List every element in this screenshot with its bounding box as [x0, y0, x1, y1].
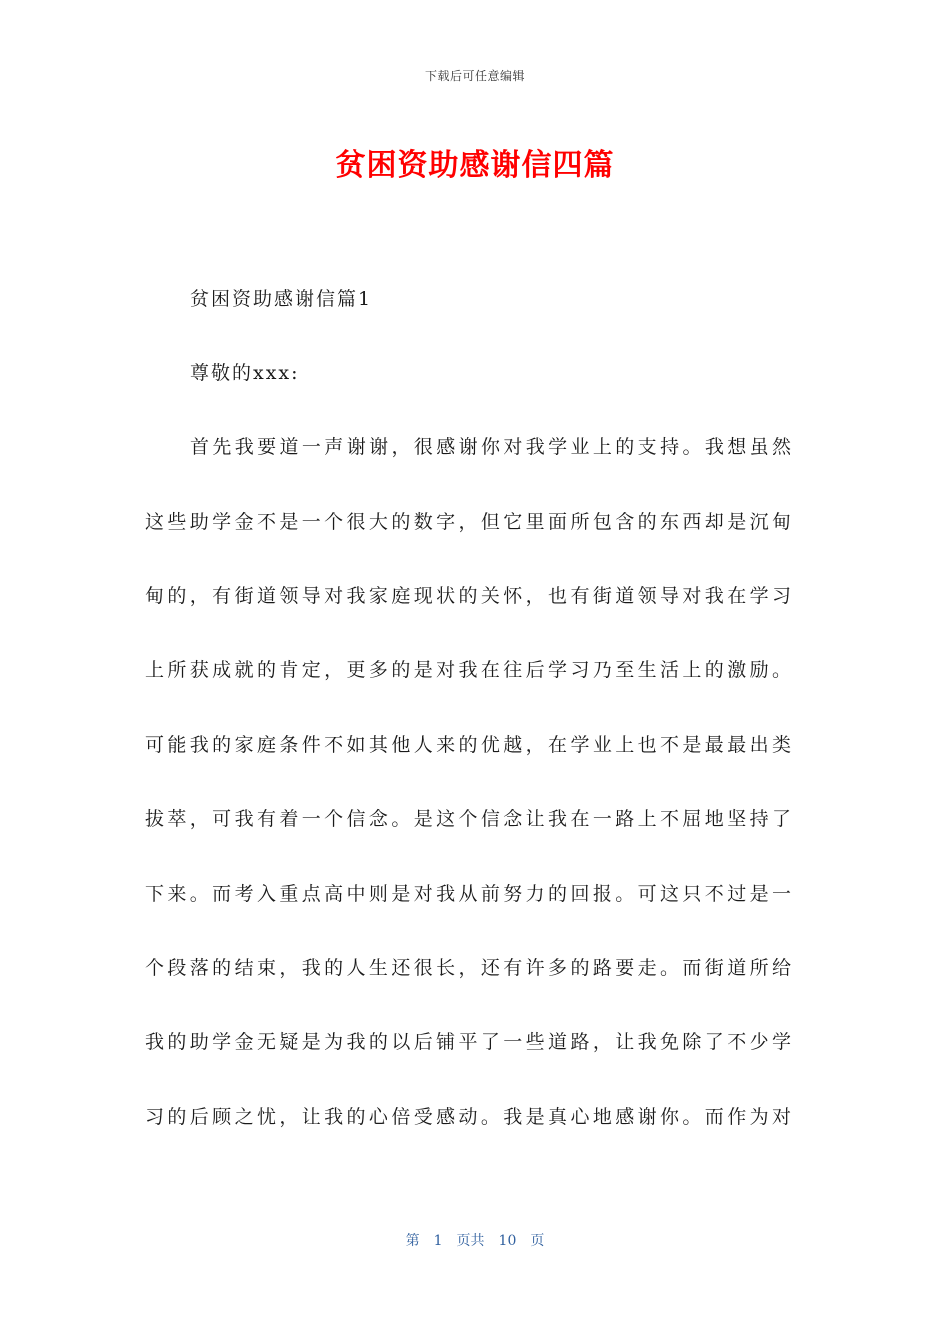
body-line: 甸的，有街道领导对我家庭现状的关怀，也有街道领导对我在学习 — [145, 585, 791, 607]
header-note: 下载后可任意编辑 — [424, 69, 525, 83]
body-line: 这些助学金不是一个很大的数字，但它里面所包含的东西却是沉甸 — [145, 511, 791, 533]
body-line: 下来。而考入重点高中则是对我从前努力的回报。可这只不过是一 — [145, 883, 791, 905]
document-title: 贫困资助感谢信四篇 — [335, 148, 615, 183]
body-line: 首先我要道一声谢谢，很感谢你对我学业上的支持。我想虽然 — [190, 436, 791, 458]
body-line: 可能我的家庭条件不如其他人来的优越，在学业上也不是最最出类 — [145, 734, 791, 756]
body-line: 上所获成就的肯定，更多的是对我在往后学习乃至生活上的激励。 — [145, 659, 791, 681]
page-footer: 第 1 页共 10 页 — [405, 1233, 545, 1249]
body-line: 个段落的结束，我的人生还很长，还有许多的路要走。而街道所给 — [145, 957, 791, 979]
salutation: 尊敬的xxx: — [190, 362, 300, 384]
body-line: 我的助学金无疑是为我的以后铺平了一些道路，让我免除了不少学 — [145, 1031, 791, 1053]
body-line: 拔萃，可我有着一个信念。是这个信念让我在一路上不屈地坚持了 — [145, 808, 791, 830]
body-line: 习的后顾之忧，让我的心倍受感动。我是真心地感谢你。而作为对 — [145, 1106, 791, 1128]
section-heading: 贫困资助感谢信篇1 — [190, 288, 373, 310]
